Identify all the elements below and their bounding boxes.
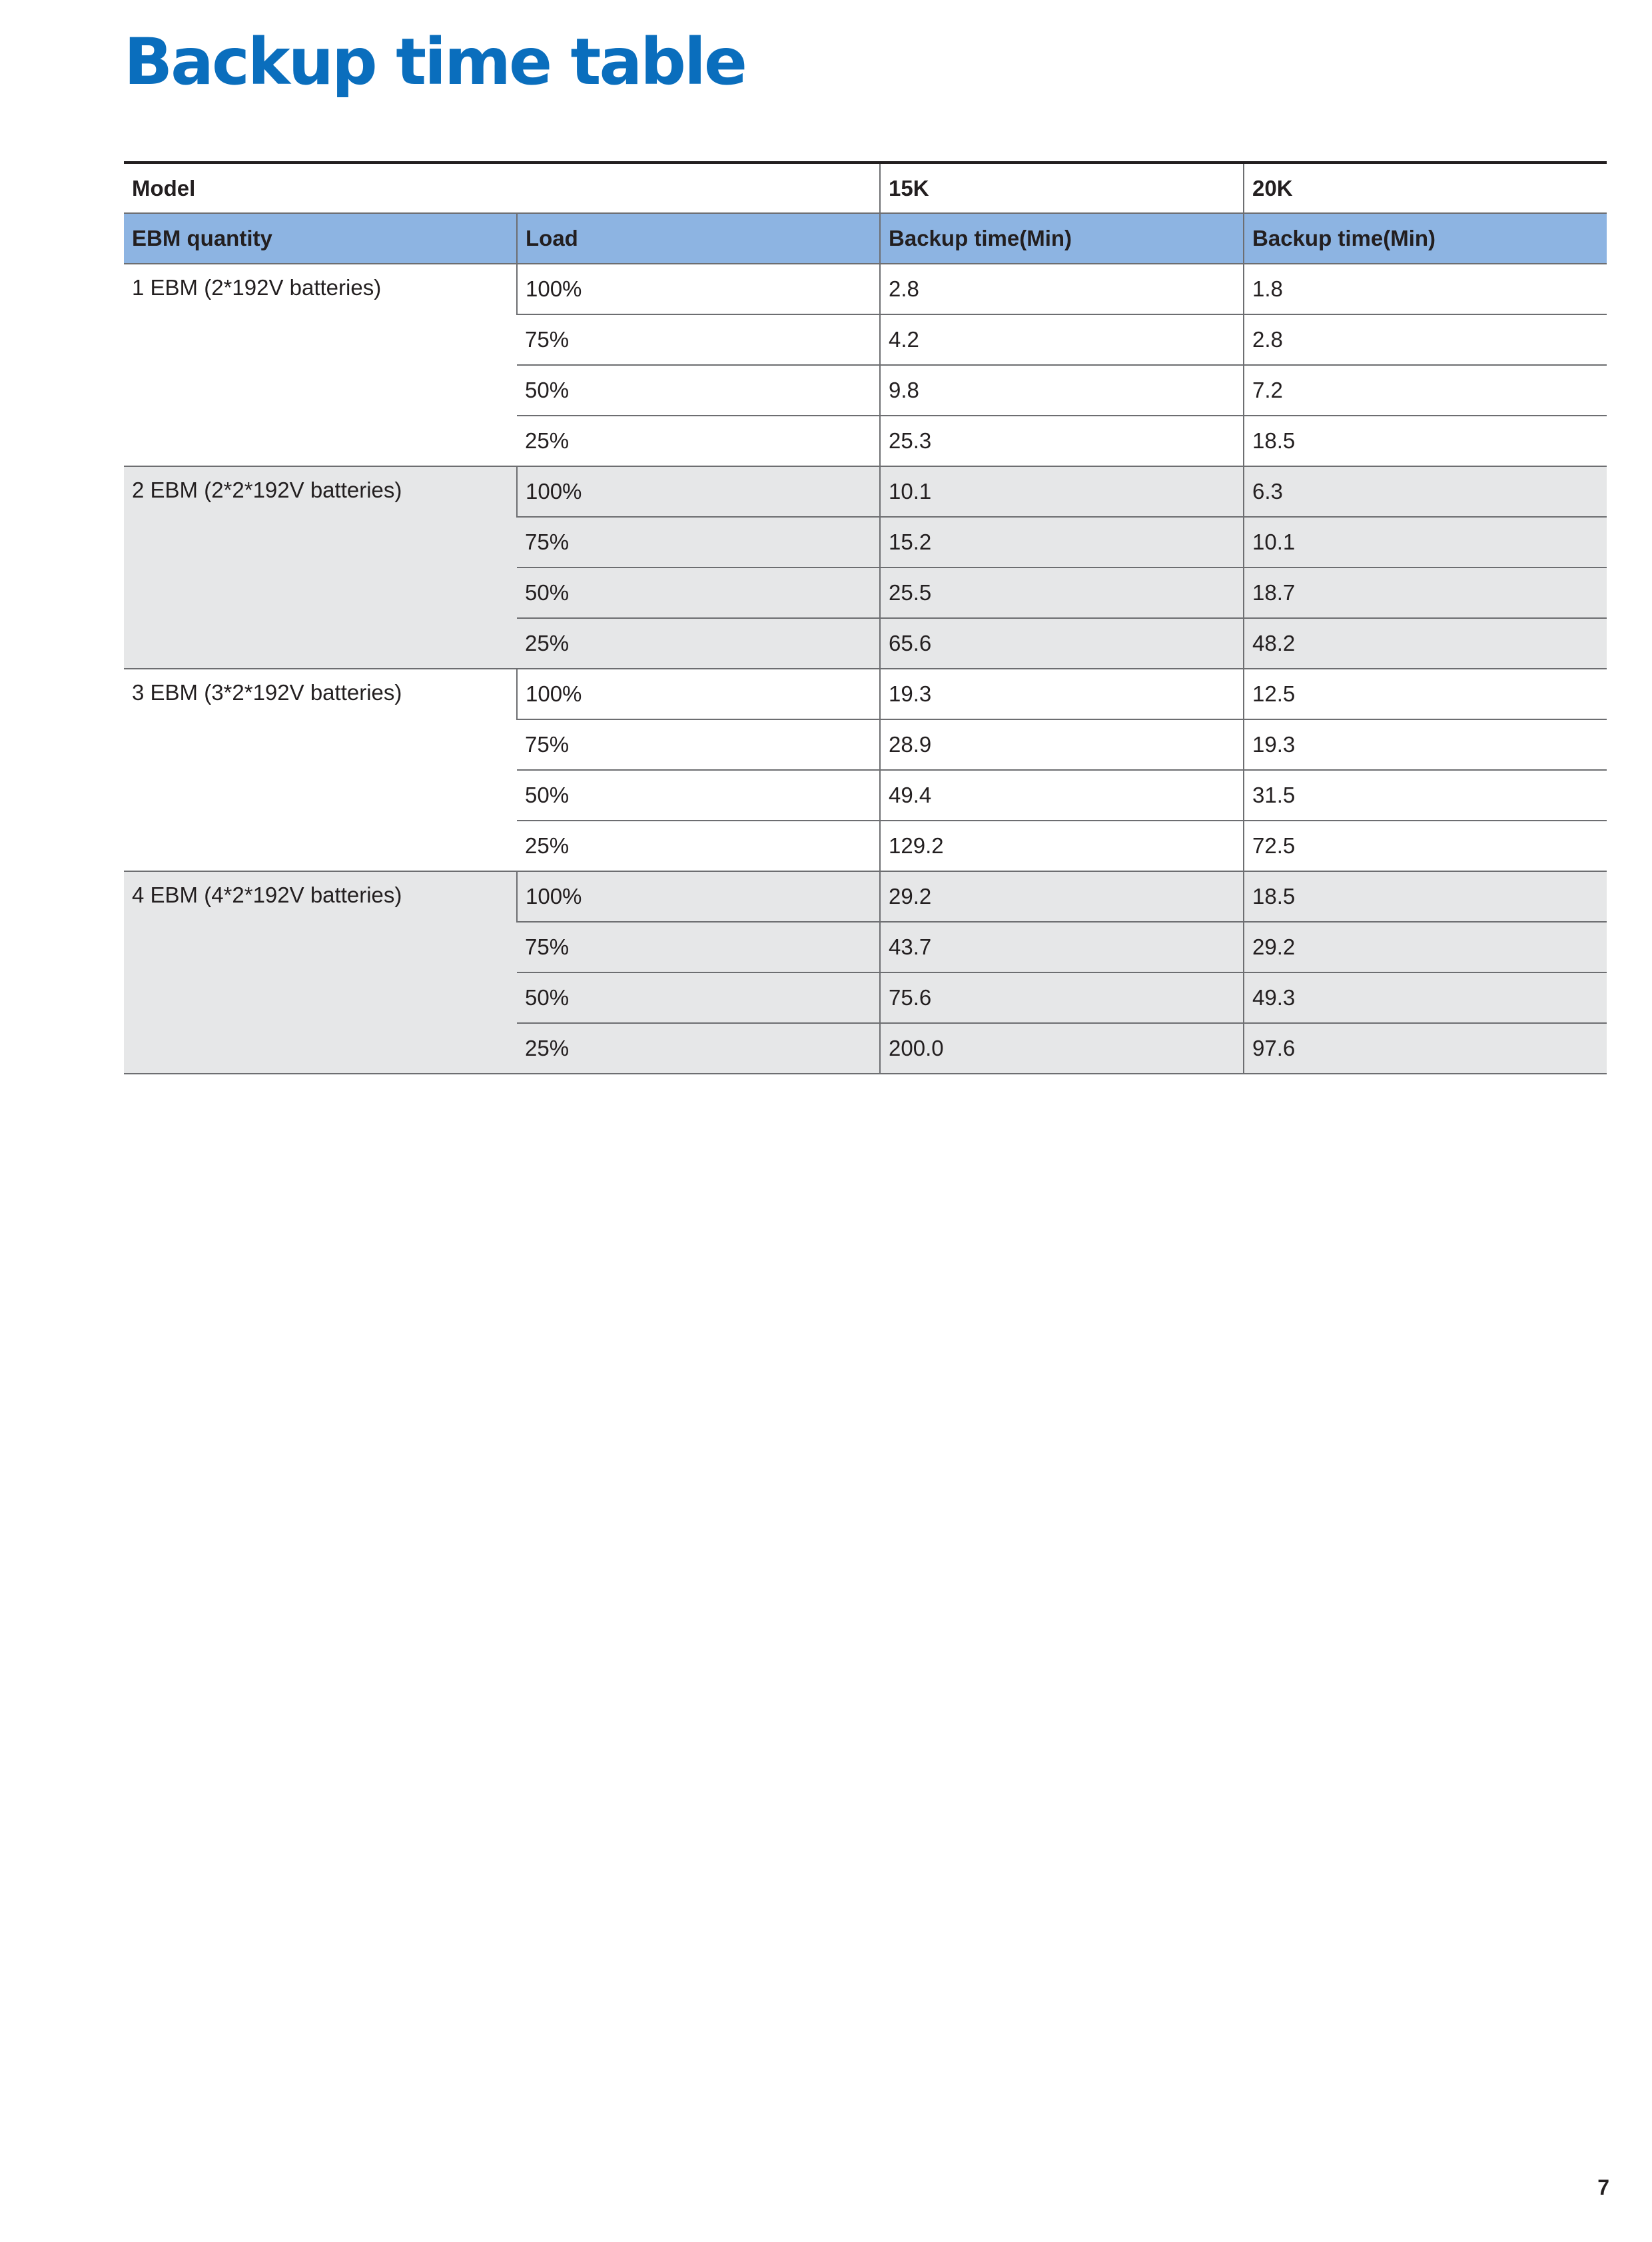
backup-15k-cell: 2.8 [880, 264, 1244, 314]
backup-15k-cell: 200.0 [880, 1023, 1244, 1074]
load-cell: 75% [517, 314, 880, 365]
load-cell: 50% [517, 365, 880, 416]
ebm-quantity-cell: 3 EBM (3*2*192V batteries) [124, 669, 517, 871]
ebm-quantity-header: EBM quantity [124, 213, 517, 264]
backup-15k-cell: 19.3 [880, 669, 1244, 719]
ebm-group [124, 871, 1607, 1074]
backup-20k-cell: 6.3 [1244, 466, 1607, 517]
backup-15k-cell: 15.2 [880, 517, 1244, 567]
load-cell: 75% [517, 719, 880, 770]
backup-20k-cell: 48.2 [1244, 618, 1607, 669]
backup-20k-cell: 2.8 [1244, 314, 1607, 365]
load-header: Load [517, 213, 880, 264]
ebm-group [124, 669, 1607, 871]
page-number: 7 [1597, 2175, 1609, 2199]
backup-time-20k-header: Backup time(Min) [1244, 213, 1607, 264]
load-cell: 50% [517, 770, 880, 821]
ebm-quantity-cell: 1 EBM (2*192V batteries) [124, 264, 517, 466]
table-row [124, 669, 1607, 719]
backup-time-table [124, 161, 1607, 1074]
backup-15k-cell: 10.1 [880, 466, 1244, 517]
table-row [124, 466, 1607, 517]
backup-20k-cell: 97.6 [1244, 1023, 1607, 1074]
backup-20k-cell: 18.5 [1244, 416, 1607, 466]
backup-15k-cell: 25.3 [880, 416, 1244, 466]
backup-15k-cell: 49.4 [880, 770, 1244, 821]
load-cell: 25% [517, 618, 880, 669]
backup-15k-cell: 43.7 [880, 922, 1244, 972]
ebm-quantity-cell: 2 EBM (2*2*192V batteries) [124, 466, 517, 669]
backup-20k-cell: 12.5 [1244, 669, 1607, 719]
backup-15k-cell: 29.2 [880, 871, 1244, 922]
ebm-group [124, 466, 1607, 669]
backup-20k-cell: 10.1 [1244, 517, 1607, 567]
backup-15k-cell: 75.6 [880, 972, 1244, 1023]
backup-15k-cell: 9.8 [880, 365, 1244, 416]
load-cell: 75% [517, 922, 880, 972]
table-row [124, 264, 1607, 314]
table-row [124, 871, 1607, 922]
backup-15k-cell: 28.9 [880, 719, 1244, 770]
backup-20k-cell: 1.8 [1244, 264, 1607, 314]
backup-15k-cell: 4.2 [880, 314, 1244, 365]
load-cell: 100% [517, 466, 880, 517]
backup-20k-cell: 18.7 [1244, 567, 1607, 618]
load-cell: 100% [517, 871, 880, 922]
backup-15k-cell: 25.5 [880, 567, 1244, 618]
load-cell: 75% [517, 517, 880, 567]
model-header-row [124, 163, 1607, 213]
load-cell: 25% [517, 1023, 880, 1074]
backup-20k-cell: 72.5 [1244, 821, 1607, 871]
load-cell: 100% [517, 264, 880, 314]
load-cell: 25% [517, 416, 880, 466]
backup-20k-cell: 18.5 [1244, 871, 1607, 922]
backup-20k-cell: 29.2 [1244, 922, 1607, 972]
page-title: Backup time table [124, 25, 745, 99]
load-cell: 100% [517, 669, 880, 719]
ebm-group [124, 264, 1607, 466]
model-20k-label: 20K [1244, 163, 1607, 213]
load-cell: 50% [517, 972, 880, 1023]
backup-20k-cell: 49.3 [1244, 972, 1607, 1023]
model-label: Model [124, 163, 880, 213]
model-15k-label: 15K [880, 163, 1244, 213]
column-header-row [124, 213, 1607, 264]
backup-20k-cell: 7.2 [1244, 365, 1607, 416]
backup-time-15k-header: Backup time(Min) [880, 213, 1244, 264]
backup-15k-cell: 65.6 [880, 618, 1244, 669]
load-cell: 25% [517, 821, 880, 871]
backup-15k-cell: 129.2 [880, 821, 1244, 871]
backup-time-table-container [124, 161, 1607, 1074]
load-cell: 50% [517, 567, 880, 618]
ebm-quantity-cell: 4 EBM (4*2*192V batteries) [124, 871, 517, 1074]
backup-20k-cell: 31.5 [1244, 770, 1607, 821]
backup-20k-cell: 19.3 [1244, 719, 1607, 770]
